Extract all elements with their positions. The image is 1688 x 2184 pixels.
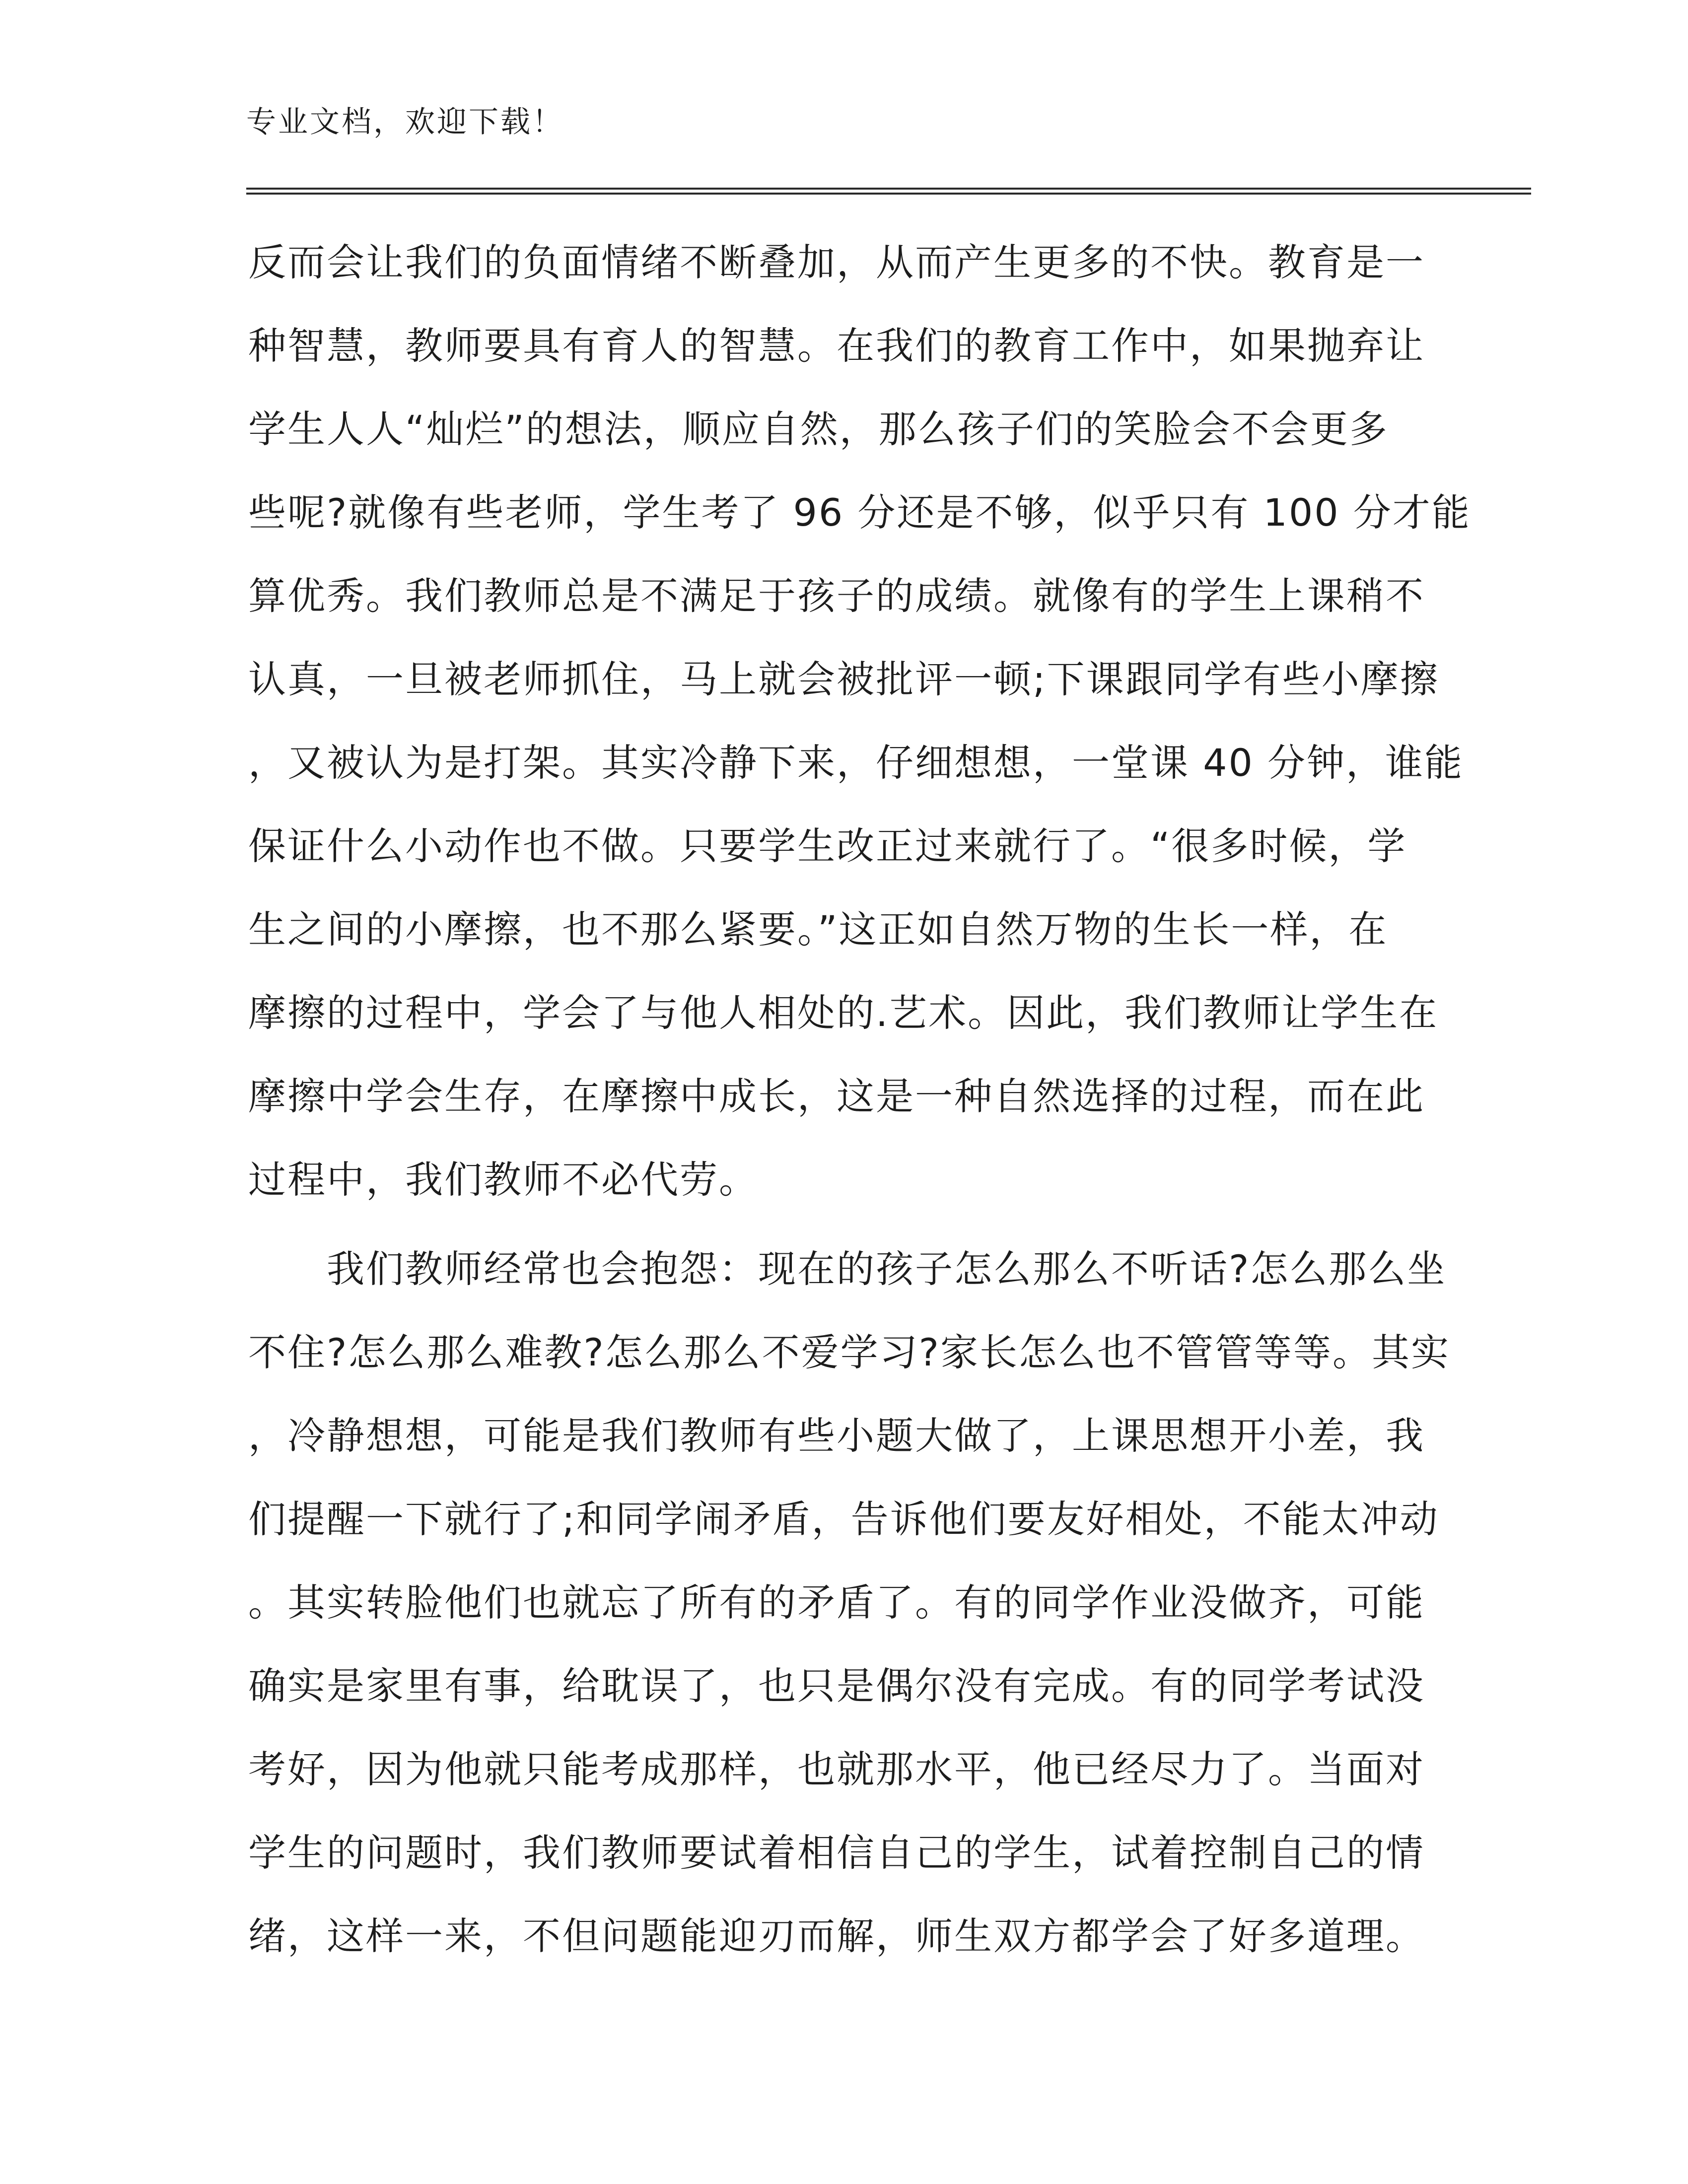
- text-line: 学生人人“灿烂”的想法，顺应自然，那么孩子们的笑脸会不会更多: [248, 407, 1389, 451]
- text-line: 反而会让我们的负面情绪不断叠加，从而产生更多的不快。教育是一: [248, 240, 1425, 284]
- text-line: 保证什么小动作也不做。只要学生改正过来就行了。“很多时候，学: [248, 824, 1407, 868]
- text-line: ，冷静想想，可能是我们教师有些小题大做了，上课思想开小差，我: [248, 1414, 1425, 1458]
- text-line: ，又被认为是打架。其实冷静下来，仔细想想，一堂课 40 分钟，谁能: [248, 741, 1464, 785]
- header-rule-line-bottom: [246, 193, 1531, 195]
- text-line: 摩擦的过程中，学会了与他人相处的.艺术。因此，我们教师让学生在: [248, 991, 1439, 1035]
- document-body: [248, 221, 1471, 1978]
- text-line: 摩擦中学会生存，在摩擦中成长，这是一种自然选择的过程，而在此: [248, 1074, 1425, 1118]
- text-line: 认真，一旦被老师抓住，马上就会被批评一顿;下课跟同学有些小摩擦: [248, 657, 1439, 701]
- text-line: 绪，这样一来，不但问题能迎刃而解，师生双方都学会了好多道理。: [248, 1914, 1425, 1958]
- text-line: 确实是家里有事，给耽误了，也只是偶尔没有完成。有的同学考试没: [248, 1664, 1425, 1708]
- text-line: 过程中，我们教师不必代劳。: [248, 1158, 758, 1202]
- text-line: 算优秀。我们教师总是不满足于孩子的成绩。就像有的学生上课稍不: [248, 574, 1425, 618]
- header-double-rule: [246, 188, 1531, 195]
- text-line: 生之间的小摩擦，也不那么紧要。”这正如自然万物的生长一样，在: [248, 907, 1388, 952]
- page-header-text: 专业文档，欢迎下载！: [246, 105, 564, 139]
- paragraph-first-line: 我们教师经常也会抱怨：现在的孩子怎么那么不听话?怎么那么坐: [248, 1247, 1447, 1291]
- text-line: 学生的问题时，我们教师要试着相信自己的学生，试着控制自己的情: [248, 1831, 1425, 1875]
- text-line: 考好，因为他就只能考成那样，也就那水平，他已经尽力了。当面对: [248, 1747, 1425, 1791]
- text-line: 不住?怎么那么难教?怎么那么不爱学习?家长怎么也不管管等等。其实: [248, 1330, 1451, 1374]
- text-line: 种智慧，教师要具有育人的智慧。在我们的教育工作中，如果抛弃让: [248, 324, 1425, 368]
- text-line: 们提醒一下就行了;和同学闹矛盾，告诉他们要友好相处，不能太冲动: [248, 1497, 1439, 1541]
- text-line: 些呢?就像有些老师，学生考了 96 分还是不够，似乎只有 100 分才能: [248, 490, 1471, 535]
- header-rule-line-top: [246, 188, 1531, 190]
- text-line: 。其实转脸他们也就忘了所有的矛盾了。有的同学作业没做齐，可能: [248, 1580, 1425, 1625]
